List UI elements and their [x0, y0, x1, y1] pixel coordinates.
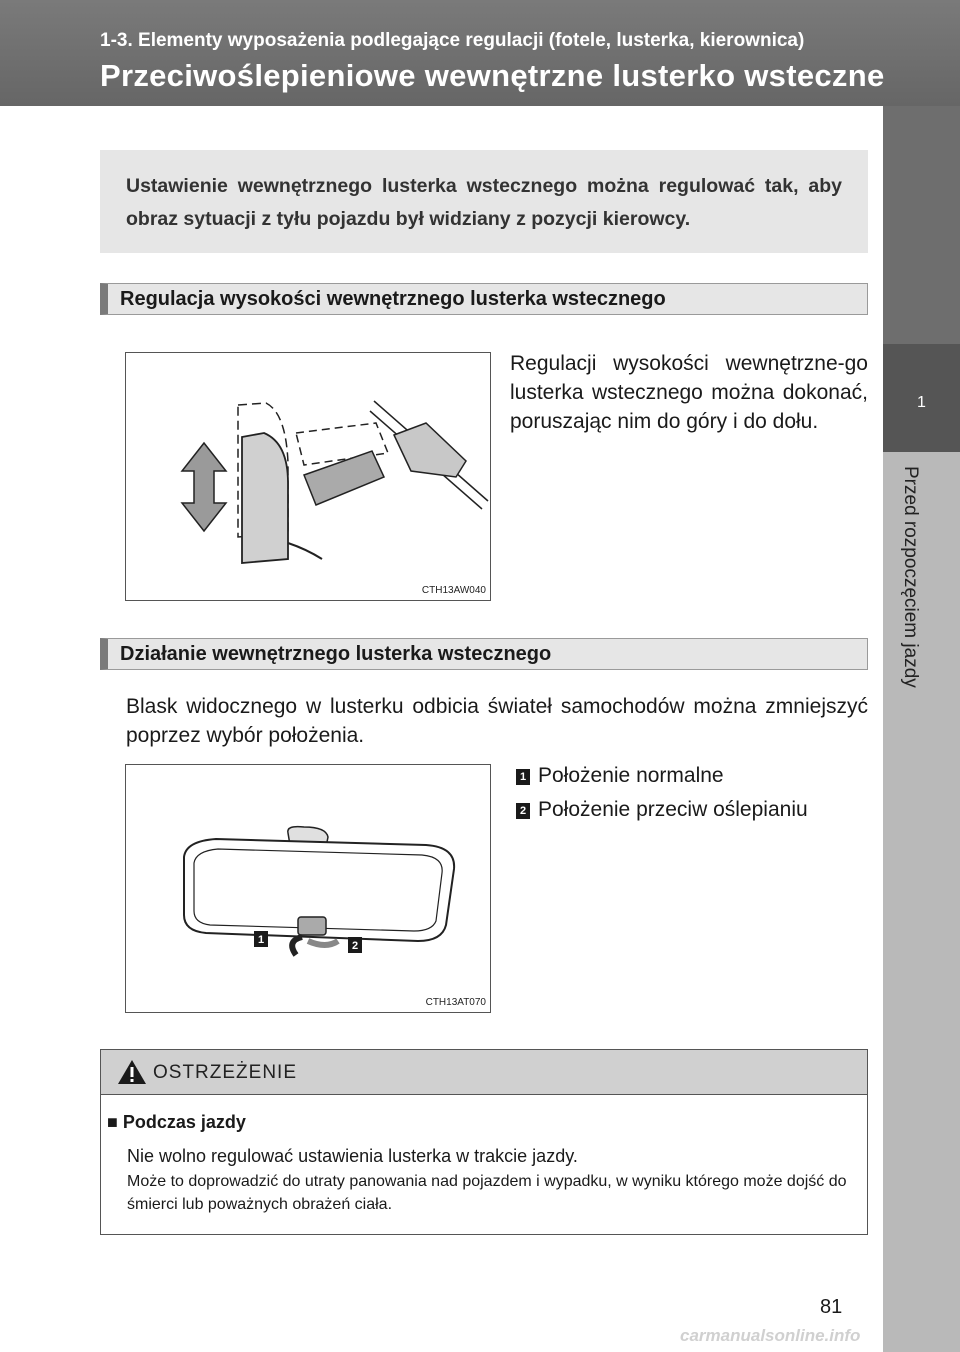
watermark: carmanualsonline.info — [680, 1326, 861, 1345]
warning-box — [100, 1049, 868, 1235]
page-title: Przeciwoślepieniowe wewnętrzne lusterko wsteczne — [100, 58, 885, 93]
chapter-subtitle: 1-3. Elementy wyposażenia podlegające regulacji (fotele, lusterka, kierownica) — [100, 30, 805, 51]
section-heading-operation: Działanie wewnętrznego lusterka wstecznego — [100, 638, 868, 670]
page-number: 81 — [820, 1296, 843, 1318]
intro-box: Ustawienie wewnętrznego lusterka wstecznego można regulować tak, aby obraz sytuacji z tyłu pojazdu był widziany z pozycji kierowcy. — [100, 150, 868, 253]
warning-header — [101, 1050, 867, 1095]
svg-text:2: 2 — [351, 940, 359, 952]
figure-mirror-height — [125, 352, 491, 601]
section1-text: Regulacji wysokości wewnętrzne-go lusterka wstecznego można dokonać, poruszając nim do góry i do dołu. — [510, 352, 868, 433]
chapter-label: Przed rozpoczęciem jazdy — [900, 466, 921, 688]
warning-heading: ■ Podczas jazdy — [107, 1112, 246, 1132]
figure-code: CTH13AT070 — [425, 997, 486, 1008]
section-heading-height: Regulacja wysokości wewnętrznego lusterka wstecznego — [100, 283, 868, 315]
legend-label: Położenie przeciw oślepianiu — [538, 798, 808, 821]
figure-code: CTH13AW040 — [421, 585, 486, 596]
square-bullet-icon: ■ — [107, 1112, 123, 1132]
mirror-antiglare-illustration — [126, 765, 490, 1012]
chapter-side-tab — [883, 106, 960, 1352]
legend-item-antiglare — [516, 798, 808, 822]
badge-1: 1 — [516, 769, 530, 785]
badge-2: 2 — [516, 803, 530, 819]
section2-text: Blask widocznego w lusterku odbicia świateł samochodów można zmniejszyć poprzez wybór położenia. — [126, 695, 868, 747]
page-header — [0, 0, 960, 106]
mirror-height-illustration — [126, 353, 490, 600]
figure-mirror-antiglare — [125, 764, 491, 1013]
legend-item-normal — [516, 764, 724, 788]
chapter-number: 1 — [883, 344, 960, 452]
svg-text:1: 1 — [257, 934, 265, 946]
warning-title: OSTRZEŻENIE — [153, 1062, 298, 1083]
warning-line1: Nie wolno regulować ustawienia lusterka w trakcie jazdy. — [127, 1146, 578, 1166]
warning-line2: Może to doprowadzić do utraty panowania nad pojazdem i wypadku, w wyniku którego może dojść do śmierci lub poważnych obrażeń ciała. — [127, 1173, 847, 1213]
legend-label: Położenie normalne — [538, 764, 724, 787]
warning-triangle-icon — [117, 1059, 147, 1085]
